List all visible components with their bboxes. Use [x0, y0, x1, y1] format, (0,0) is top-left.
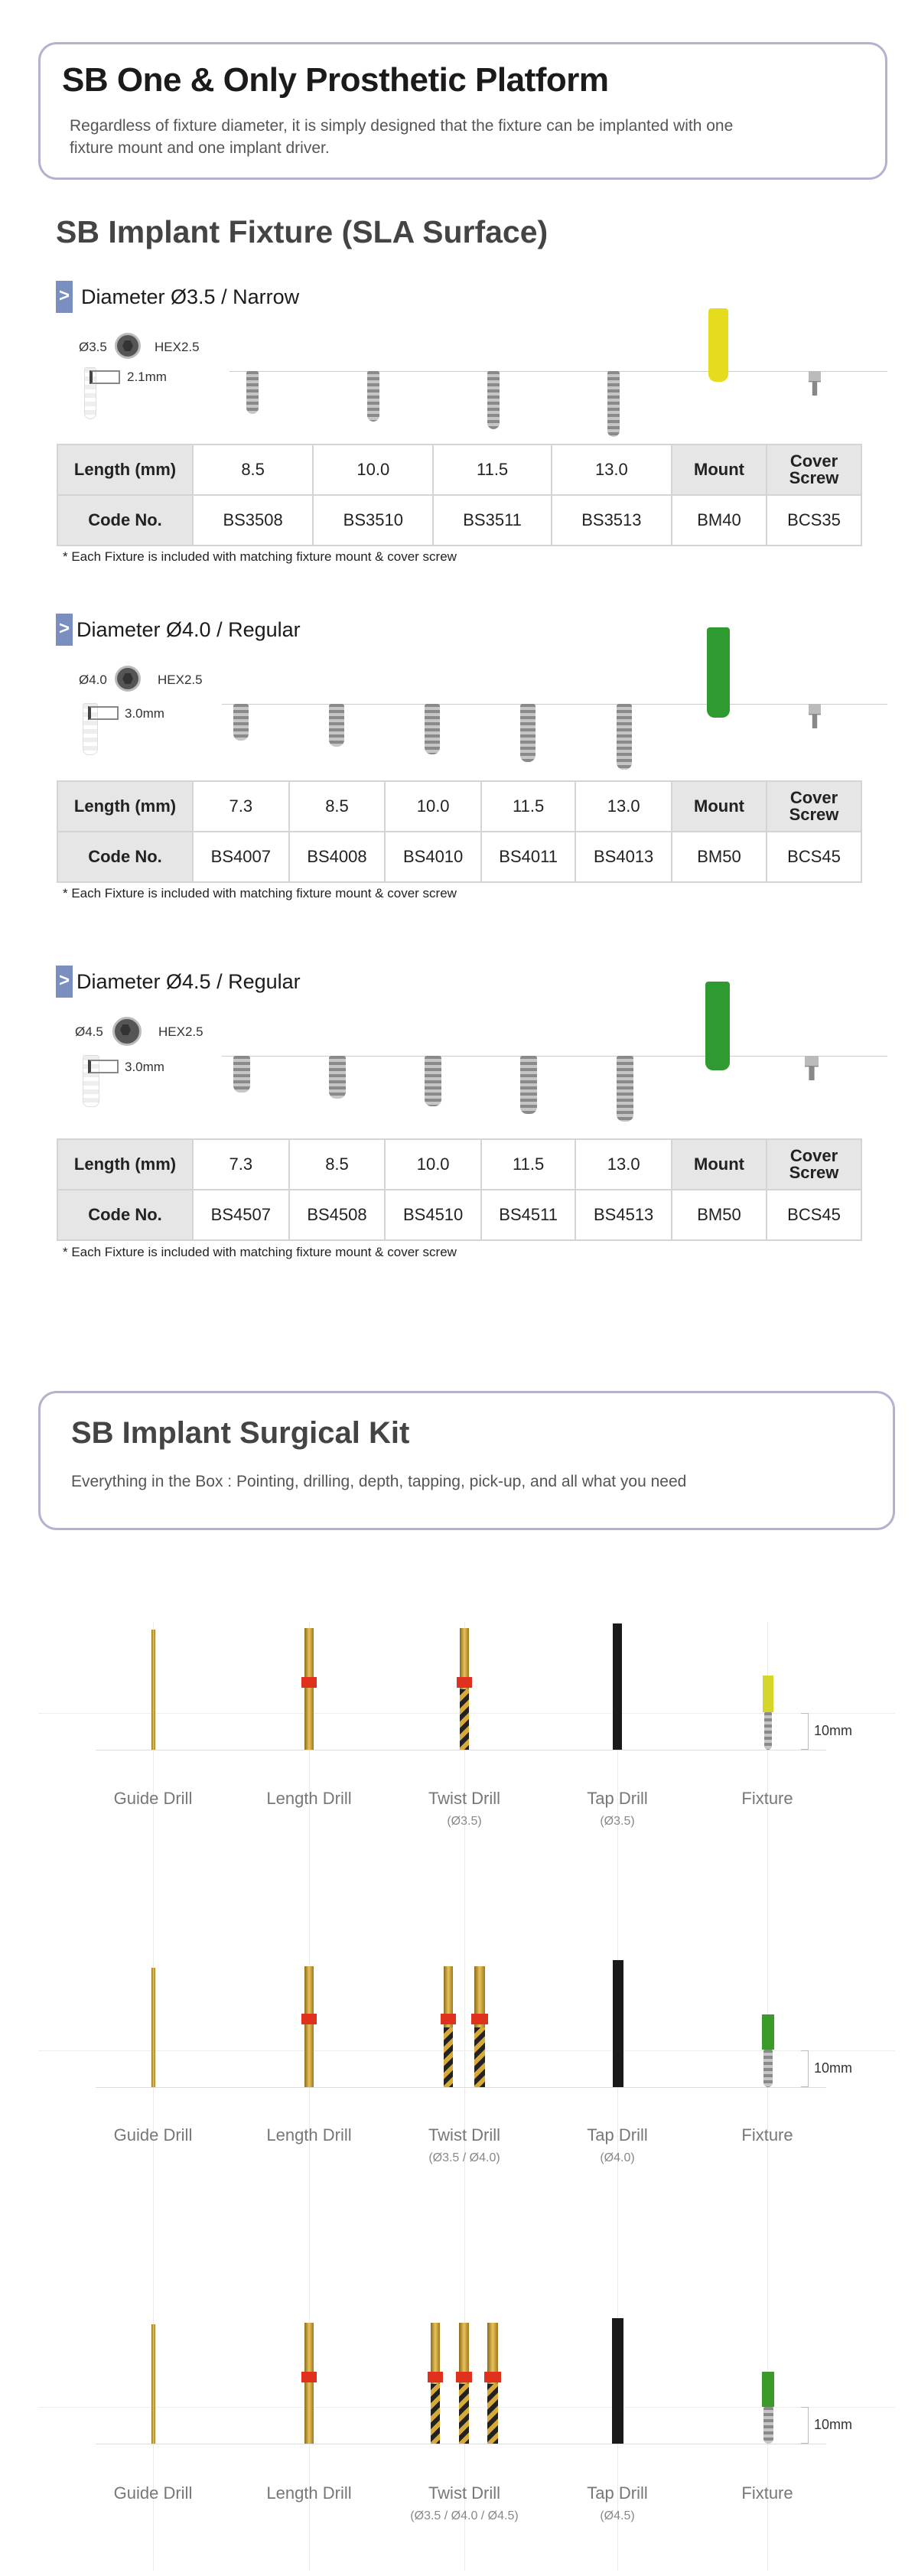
length-cell: 11.5	[433, 445, 551, 495]
code-cell: BS4508	[289, 1190, 386, 1240]
twist-drill-band	[457, 1677, 472, 1688]
length-drill-band	[301, 1677, 317, 1688]
fixture-group-regular-4-5	[0, 960, 918, 1266]
hex-icon	[112, 1017, 142, 1046]
drill-label: Fixture	[741, 2125, 793, 2144]
length-drill-icon	[304, 1628, 314, 1750]
section-marker-icon: >	[56, 281, 73, 313]
implant-11-5-icon	[520, 704, 536, 762]
code-row	[57, 1190, 861, 1240]
surgical-kit-title: SB Implant Surgical Kit	[71, 1416, 410, 1450]
implant-10-0-icon	[425, 704, 440, 754]
length-header: Length (mm)	[57, 781, 193, 832]
fixture-mount-icon	[762, 2014, 774, 2050]
length-drill-icon	[304, 2323, 314, 2444]
platform-title: SB One & Only Prosthetic Platform	[62, 61, 609, 99]
dimension-label: 10mm	[814, 2417, 853, 2432]
twist-drill-band	[456, 2372, 472, 2382]
implant-13-0-icon	[607, 371, 620, 437]
guide-drill-icon	[151, 1630, 155, 1750]
code-cell: BS3510	[313, 495, 433, 545]
implant-8-5-icon	[329, 1056, 346, 1099]
length-row	[57, 445, 861, 495]
depth-bracket-icon	[88, 1060, 119, 1073]
drill-label: Guide Drill	[113, 2483, 193, 2503]
drill-label: Length Drill	[266, 1789, 352, 1808]
fixture-mount-icon	[707, 627, 730, 718]
mount-code: BM50	[672, 1190, 767, 1240]
implant-7-3-icon	[233, 704, 249, 741]
drill-label: Tap Drill	[587, 1789, 648, 1808]
fixture-group-regular-4-0	[0, 608, 918, 907]
hex-label: HEX2.5	[158, 1024, 203, 1039]
length-drill-band	[301, 2014, 317, 2024]
drill-label: Tap Drill	[587, 2125, 648, 2144]
drill-label: Guide Drill	[113, 2125, 193, 2144]
section-marker-icon: >	[56, 614, 73, 646]
length-cell: 7.3	[193, 781, 289, 832]
length-cell: 10.0	[313, 445, 433, 495]
spec-table	[57, 780, 862, 883]
length-cell: 10.0	[385, 781, 481, 832]
cover-code: BCS35	[767, 495, 861, 545]
surgical-kit-description: Everything in the Box : Pointing, drilling, depth, tapping, pick-up, and all what you need	[71, 1473, 687, 1490]
code-header: Code No.	[57, 1190, 193, 1240]
code-cell: BS4510	[385, 1190, 481, 1240]
drill-label: Fixture	[741, 1789, 793, 1808]
dimension-label: 10mm	[814, 1723, 853, 1738]
depth-line	[96, 2087, 826, 2088]
depth-bracket-icon	[88, 706, 119, 720]
twist-drill-sizes: (Ø3.5)	[447, 1815, 482, 1828]
cover-code: BCS45	[767, 832, 861, 882]
drill-label: Fixture	[741, 2483, 793, 2503]
twist-drill-flute-icon	[444, 2027, 453, 2087]
baseline	[222, 1056, 887, 1057]
length-cell: 11.5	[481, 1139, 575, 1190]
twist-drill-flute-icon	[459, 2384, 469, 2444]
drill-sequence	[0, 1591, 918, 2576]
drill-label: Length Drill	[266, 2483, 352, 2503]
guide-drill-icon	[151, 1968, 155, 2087]
fixture-note: * Each Fixture is included with matching fixture mount & cover screw	[63, 886, 457, 900]
drill-label: Tap Drill	[587, 2483, 648, 2503]
fixture-mount-icon	[762, 2372, 774, 2407]
platform-box	[38, 42, 887, 180]
twist-drill-band	[441, 2014, 456, 2024]
spec-table	[57, 444, 862, 546]
implant-13-0-icon	[617, 704, 632, 770]
length-row	[57, 1139, 861, 1190]
mount-header: Mount	[672, 1139, 767, 1190]
fixture-mount-icon	[763, 1676, 773, 1712]
tap-drill-size: (Ø3.5)	[600, 1815, 635, 1828]
fixture-icon	[764, 1712, 772, 1750]
twist-drill-band	[471, 2014, 488, 2024]
diameter-label: Ø3.5	[79, 340, 107, 354]
depth-label: 3.0mm	[125, 1060, 164, 1074]
code-cell: BS4511	[481, 1190, 575, 1240]
mount-header: Mount	[672, 445, 767, 495]
dimension-bracket	[801, 2407, 809, 2444]
fixture-section-title: SB Implant Fixture (SLA Surface)	[56, 214, 549, 249]
baseline	[222, 704, 887, 705]
spec-table	[57, 1138, 862, 1241]
tap-drill-icon	[613, 1960, 623, 2087]
twist-drill-flute-icon	[431, 2384, 440, 2444]
mount-header: Mount	[672, 781, 767, 832]
length-cell: 13.0	[575, 781, 672, 832]
diameter-label: Ø4.0	[79, 672, 107, 687]
code-cell: BS4008	[289, 832, 386, 882]
code-header: Code No.	[57, 832, 193, 882]
cover-header: Cover Screw	[767, 445, 861, 495]
platform-description: Regardless of fixture diameter, it is simply designed that the fixture can be implanted with one fixture mount and one implant driver.	[70, 117, 734, 157]
drill-label: Twist Drill	[428, 2483, 501, 2503]
length-drill-icon	[304, 1966, 314, 2087]
length-drill-band	[301, 2372, 317, 2382]
depth-bracket-icon	[90, 370, 120, 384]
code-cell: BS4011	[481, 832, 575, 882]
drill-label: Twist Drill	[428, 1789, 501, 1808]
section-marker-icon: >	[56, 966, 73, 998]
dimension-bracket	[801, 2050, 809, 2087]
code-header: Code No.	[57, 495, 193, 545]
drill-label: Twist Drill	[428, 2125, 501, 2144]
length-cell: 13.0	[552, 445, 672, 495]
code-row	[57, 495, 861, 545]
implant-10-0-icon	[425, 1056, 441, 1106]
twist-drill-flute-icon	[460, 1689, 469, 1750]
baseline	[230, 371, 887, 372]
length-cell: 10.0	[385, 1139, 481, 1190]
code-cell: BS4507	[193, 1190, 289, 1240]
implant-11-5-icon	[487, 371, 500, 429]
tap-drill-size: (Ø4.5)	[600, 2509, 635, 2522]
cover-header: Cover Screw	[767, 1139, 861, 1190]
tap-drill-icon	[612, 2318, 623, 2444]
twist-drill-flute-icon	[487, 2384, 498, 2444]
surgical-kit-box	[38, 1391, 895, 1530]
hex-icon	[115, 666, 141, 692]
cover-screw-icon	[805, 1056, 819, 1080]
depth-label: 3.0mm	[125, 706, 164, 721]
length-header: Length (mm)	[57, 1139, 193, 1190]
drill-row	[0, 1928, 918, 2203]
fixture-mount-icon	[705, 982, 730, 1070]
fixture-mount-icon	[708, 308, 728, 382]
fixture-note: * Each Fixture is included with matching fixture mount & cover screw	[63, 549, 457, 564]
length-cell: 8.5	[289, 1139, 386, 1190]
cover-code: BCS45	[767, 1190, 861, 1240]
diameter-label: Ø4.5	[75, 1024, 103, 1039]
fixture-note: * Each Fixture is included with matching fixture mount & cover screw	[63, 1245, 457, 1259]
code-cell: BS3511	[433, 495, 551, 545]
drill-row	[0, 2286, 918, 2569]
implant-11-5-icon	[520, 1056, 537, 1114]
drill-row	[0, 1591, 918, 1867]
tap-drill-size: (Ø4.0)	[600, 2151, 635, 2164]
implant-13-0-icon	[617, 1056, 633, 1122]
dimension-bracket	[801, 1713, 809, 1750]
length-header: Length (mm)	[57, 445, 193, 495]
depth-label: 2.1mm	[127, 370, 167, 384]
code-cell: BS4513	[575, 1190, 672, 1240]
length-row	[57, 781, 861, 832]
implant-10-0-icon	[367, 371, 379, 422]
implant-7-3-icon	[233, 1056, 250, 1093]
tap-drill-icon	[613, 1623, 622, 1750]
cover-screw-icon	[809, 704, 821, 728]
code-cell: BS4010	[385, 832, 481, 882]
drill-label: Guide Drill	[113, 1789, 193, 1808]
code-cell: BS4013	[575, 832, 672, 882]
fixture-group-narrow	[0, 275, 918, 566]
fixture-icon	[763, 2407, 773, 2444]
cover-header: Cover Screw	[767, 781, 861, 832]
implant-8-5-icon	[246, 371, 259, 414]
group-title: Diameter Ø4.0 / Regular	[76, 618, 301, 641]
mount-code: BM50	[672, 832, 767, 882]
hex-label: HEX2.5	[155, 340, 200, 354]
group-title: Diameter Ø4.5 / Regular	[76, 970, 301, 993]
twist-drill-sizes: (Ø3.5 / Ø4.0 / Ø4.5)	[410, 2509, 519, 2522]
group-title: Diameter Ø3.5 / Narrow	[81, 285, 300, 308]
length-cell: 7.3	[193, 1139, 289, 1190]
drill-label: Length Drill	[266, 2125, 352, 2144]
twist-drill-band	[484, 2372, 501, 2382]
code-row	[57, 832, 861, 882]
twist-drill-band	[428, 2372, 443, 2382]
hex-icon	[115, 333, 141, 359]
fixture-icon	[763, 2050, 773, 2087]
length-cell: 8.5	[193, 445, 313, 495]
code-cell: BS3508	[193, 495, 313, 545]
guide-drill-icon	[151, 2324, 155, 2444]
dimension-label: 10mm	[814, 2060, 853, 2076]
cover-screw-icon	[809, 371, 821, 396]
code-cell: BS3513	[552, 495, 672, 545]
hex-label: HEX2.5	[158, 672, 203, 687]
code-cell: BS4007	[193, 832, 289, 882]
length-cell: 13.0	[575, 1139, 672, 1190]
length-cell: 8.5	[289, 781, 386, 832]
twist-drill-flute-icon	[474, 2027, 485, 2087]
twist-drill-sizes: (Ø3.5 / Ø4.0)	[428, 2151, 500, 2164]
mount-code: BM40	[672, 495, 767, 545]
implant-8-5-icon	[329, 704, 344, 747]
length-cell: 11.5	[481, 781, 575, 832]
